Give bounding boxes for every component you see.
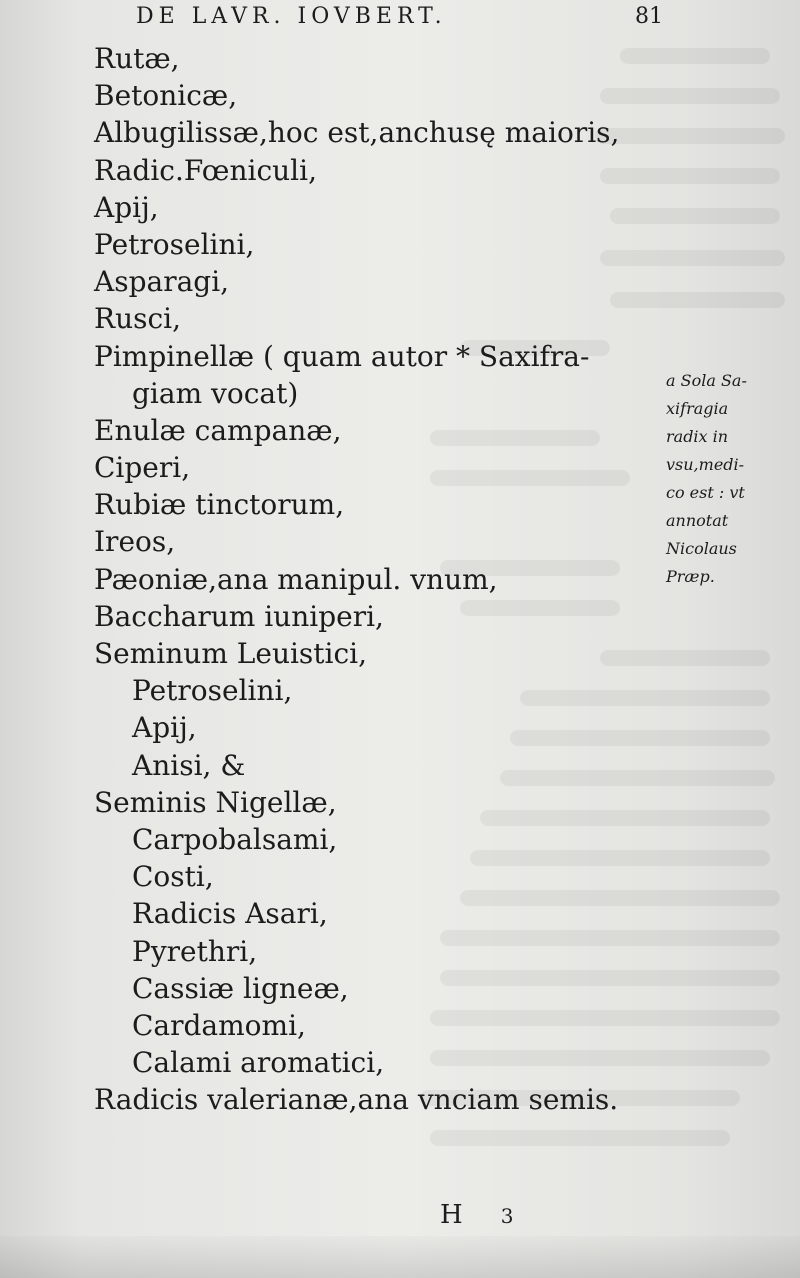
list-item: Pimpinellæ ( quam autor * Saxifra- xyxy=(94,339,590,373)
marginal-note-line: xifragia xyxy=(666,399,729,418)
list-item: Pyrethri, xyxy=(132,934,258,968)
ingredient-list xyxy=(94,40,674,1118)
marginal-note-line: vsu,medi- xyxy=(666,455,745,474)
marginal-note xyxy=(666,367,796,591)
list-item: Cassiæ ligneæ, xyxy=(132,971,349,1005)
list-item: Carpobalsami, xyxy=(132,822,338,856)
list-item: Albugilissæ,hoc est,anchusę maioris, xyxy=(94,116,620,150)
list-item: Enulæ campanæ, xyxy=(94,413,342,447)
list-item: Seminis Nigellæ, xyxy=(94,785,337,819)
page-footer xyxy=(0,1198,800,1238)
page-number: 81 xyxy=(635,4,663,29)
page-edge-shadow xyxy=(0,1236,800,1278)
list-item: Ireos, xyxy=(94,525,176,559)
marginal-note-line: co est : vt xyxy=(666,483,745,502)
list-item: giam vocat) xyxy=(132,376,299,410)
list-item: Baccharum iuniperi, xyxy=(94,599,384,633)
signature-letter: H xyxy=(440,1200,463,1230)
running-head: DE LAVR. IOVBERT. xyxy=(136,4,447,29)
signature-number: 3 xyxy=(500,1204,514,1228)
list-item: Petroselini, xyxy=(94,227,255,261)
page-header xyxy=(100,4,800,38)
list-item: Radic.Fœniculi, xyxy=(94,153,317,187)
list-item: Radicis valerianæ,ana vnciam semis. xyxy=(94,1083,619,1117)
marginal-note-line: annotat xyxy=(666,511,729,530)
list-item: Radicis Asari, xyxy=(132,897,328,931)
list-item: Pæoniæ,ana manipul. vnum, xyxy=(94,562,498,596)
list-item: Calami aromatici, xyxy=(132,1046,385,1080)
marginal-note-line: Nicolaus xyxy=(666,539,737,558)
list-item: Apij, xyxy=(132,711,197,745)
list-item: Betonicæ, xyxy=(94,79,238,113)
list-item: Apij, xyxy=(94,190,159,224)
list-item: Ciperi, xyxy=(94,451,191,485)
list-item: Cardamomi, xyxy=(132,1008,306,1042)
marginal-note-line: Præp. xyxy=(666,567,715,586)
list-item: Rutæ, xyxy=(94,42,180,75)
list-item: Rubiæ tinctorum, xyxy=(94,488,345,522)
list-item: Anisi, & xyxy=(132,748,246,782)
list-item: Seminum Leuistici, xyxy=(94,637,368,670)
marginal-note-line: radix in xyxy=(666,427,729,446)
list-item: Petroselini, xyxy=(132,674,293,708)
signature-mark xyxy=(440,1198,513,1233)
marginal-note-line: a Sola Sa- xyxy=(666,371,747,390)
list-item: Costi, xyxy=(132,860,214,894)
list-item: Rusci, xyxy=(94,302,182,336)
list-item: Asparagi, xyxy=(94,265,230,299)
